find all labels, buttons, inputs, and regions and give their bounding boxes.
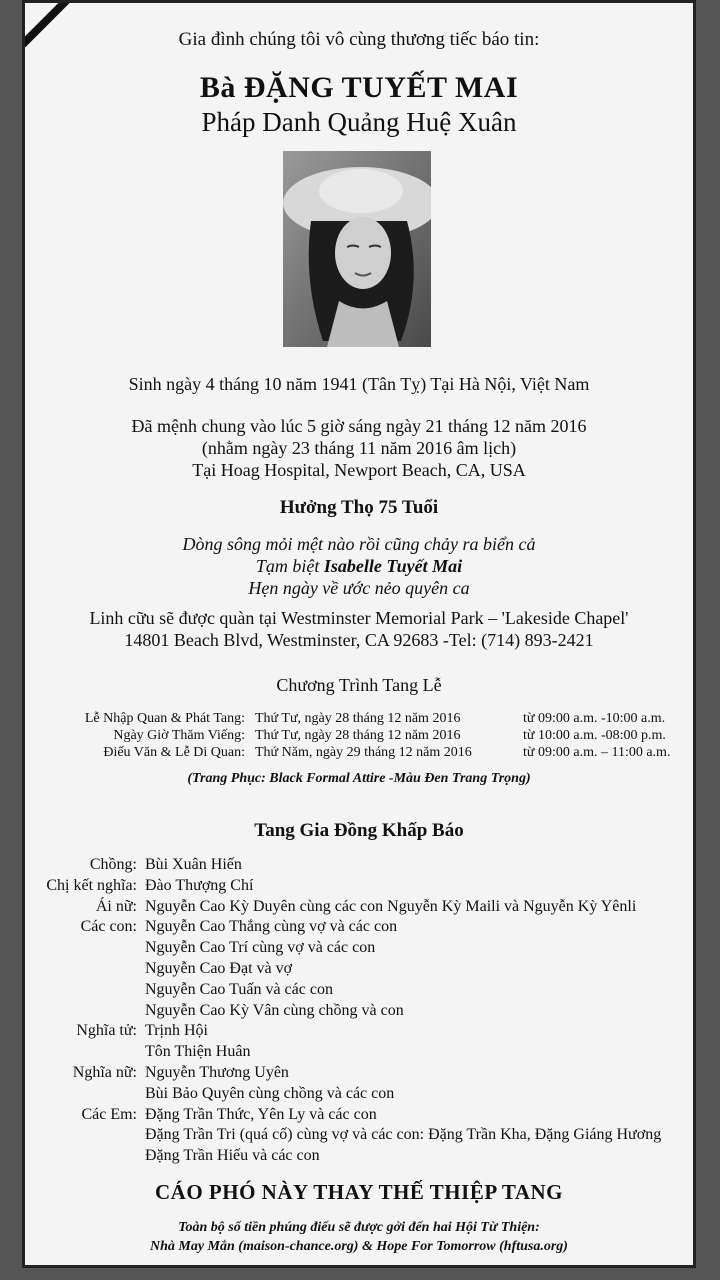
location-line-2: 14801 Beach Blvd, Westminster, CA 92683 -Tel: (714) 893-2421: [124, 630, 594, 650]
family-member: Tôn Thiện Huân: [145, 1043, 251, 1061]
family-row: [25, 1021, 699, 1042]
family-title: Tang Gia Đồng Khấp Báo: [254, 820, 464, 841]
schedule-date: Thứ Năm, ngày 29 tháng 12 năm 2016: [255, 745, 472, 760]
family-row: [25, 855, 699, 876]
family-member: Nguyễn Thương Uyên: [145, 1063, 289, 1081]
family-member: Nguyễn Cao Thắng cùng vợ và các con: [145, 918, 398, 936]
family-row: [25, 1042, 699, 1063]
family-member: Đặng Trần Tri (quá cố) cùng vợ và các con: Đặng Trần Kha, Đặng Giáng Hương: [145, 1126, 662, 1144]
charity-line-1: Toàn bộ số tiền phúng điếu sẽ được gởi đến hai Hội Từ Thiện:: [178, 1220, 540, 1235]
family-member: Nguyễn Cao Trí cùng vợ và các con: [145, 939, 376, 957]
family-row: [25, 959, 699, 980]
birth-info: Sinh ngày 4 tháng 10 năm 1941 (Tân Tỵ) Tại Hà Nội, Việt Nam: [128, 374, 590, 394]
footer-title: CÁO PHÓ NÀY THAY THẾ THIỆP TANG: [155, 1180, 563, 1204]
family-relation: [25, 938, 145, 959]
family-row: [25, 980, 699, 1001]
family-row: [25, 1001, 699, 1022]
family-relation: [25, 1042, 145, 1063]
family-member: Trịnh Hội: [145, 1022, 208, 1040]
schedule-row: [45, 744, 685, 761]
poem-line-2: [25, 555, 693, 577]
location-line-1: Linh cữu sẽ được quàn tại Westminster Memorial Park – 'Lakeside Chapel': [89, 608, 629, 628]
poem-line-2-prefix: Tạm biệt: [255, 556, 324, 576]
deceased-name: Bà ĐẶNG TUYẾT MAI: [199, 71, 519, 104]
family-member: Nguyễn Cao Tuấn và các con: [145, 980, 333, 998]
family-member: Nguyễn Cao Kỳ Vân cùng chồng và con: [145, 1001, 404, 1019]
family-list: [25, 855, 699, 1167]
schedule-label: Điếu Văn & Lễ Di Quan:: [103, 745, 245, 760]
portrait-photo: [283, 151, 431, 347]
charity-line-2: Nhà May Mắn (maison-chance.org) & Hope For Tomorrow (hftusa.org): [150, 1239, 568, 1254]
dharma-name: Pháp Danh Quảng Huệ Xuân: [201, 107, 517, 137]
age-heading: Hưởng Thọ 75 Tuổi: [279, 497, 439, 518]
death-info: [25, 415, 693, 481]
obituary-card: [22, 0, 696, 1268]
family-relation: Các Em:: [81, 1105, 137, 1123]
schedule-row: [45, 727, 685, 744]
family-relation: Nghĩa nữ:: [72, 1063, 137, 1081]
family-member: Đào Thượng Chí: [145, 876, 254, 894]
death-line-1: Đã mệnh chung vào lúc 5 giờ sáng ngày 21 tháng 12 năm 2016: [131, 416, 587, 436]
attire-note: (Trang Phục: Black Formal Attire -Màu Đen Trang Trọng): [187, 771, 531, 786]
family-relation: Nghĩa tử:: [76, 1022, 137, 1040]
death-line-3: Tại Hoag Hospital, Newport Beach, CA, USA: [192, 460, 526, 480]
family-member: Bùi Bảo Quyên cùng chồng và các con: [145, 1084, 395, 1102]
family-row: [25, 1105, 699, 1126]
family-relation: [25, 1125, 145, 1146]
family-relation: Các con:: [80, 918, 137, 936]
schedule-row: [45, 710, 685, 727]
family-row: [25, 1084, 699, 1105]
viewing-location: [25, 607, 693, 651]
family-relation: [25, 1084, 145, 1105]
death-line-2: (nhằm ngày 23 tháng 11 năm 2016 âm lịch): [201, 438, 517, 458]
schedule-label: Lễ Nhập Quan & Phát Tang:: [84, 711, 245, 726]
family-member: Nguyễn Cao Đạt và vợ: [145, 959, 293, 977]
family-member: Bùi Xuân Hiến: [145, 856, 242, 873]
poem-line-1: Dòng sông mỏi mệt nào rồi cũng chảy ra biển cả: [182, 534, 536, 554]
intro-text: Gia đình chúng tôi vô cùng thương tiếc báo tin:: [178, 29, 540, 50]
program-title: Chương Trình Tang Lễ: [276, 675, 442, 695]
schedule-time: từ 09:00 a.m. – 11:00 a.m.: [523, 745, 671, 760]
poem-line-3: Hẹn ngày về ước nẻo quyên ca: [248, 578, 470, 598]
schedule-time: từ 09:00 a.m. -10:00 a.m.: [523, 711, 666, 726]
schedule-date: Thứ Tư, ngày 28 tháng 12 năm 2016: [255, 711, 461, 726]
family-member: Đặng Trần Thức, Yên Ly và các con: [145, 1105, 377, 1123]
family-member: Đặng Trần Hiếu và các con: [145, 1147, 320, 1165]
poem-line-2-name: Isabelle Tuyết Mai: [323, 556, 463, 576]
family-row: [25, 876, 699, 897]
schedule-label: Ngày Giờ Thăm Viếng:: [113, 728, 245, 743]
schedule-date: Thứ Tư, ngày 28 tháng 12 năm 2016: [255, 728, 461, 743]
family-row: [25, 897, 699, 918]
family-relation: [25, 1001, 145, 1022]
family-row: [25, 938, 699, 959]
schedule-time: từ 10:00 a.m. -08:00 p.m.: [523, 728, 666, 743]
family-row: [25, 1063, 699, 1084]
family-relation: [25, 959, 145, 980]
farewell-poem: [25, 533, 693, 599]
charity-note: [25, 1218, 693, 1256]
family-row: [25, 1146, 699, 1167]
family-relation: Chị kết nghĩa:: [46, 876, 137, 894]
program-schedule: [45, 710, 685, 761]
family-relation: [25, 1146, 145, 1167]
family-relation: Chồng:: [89, 856, 137, 873]
family-relation: [25, 980, 145, 1001]
family-row: [25, 1125, 699, 1146]
family-relation: Ái nữ:: [95, 897, 137, 915]
family-member: Nguyễn Cao Kỳ Duyên cùng các con Nguyễn Kỳ Maili và Nguyễn Kỳ Yênli: [145, 897, 637, 915]
family-row: [25, 917, 699, 938]
